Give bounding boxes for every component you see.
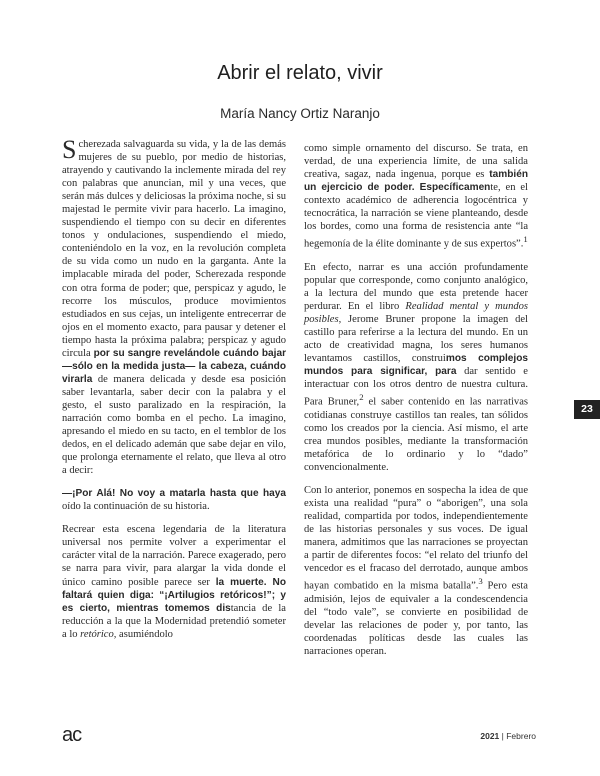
text-run: asumiéndolo [116, 628, 173, 640]
footnote-ref: 3 [478, 576, 483, 587]
paragraph [304, 484, 528, 658]
footer-month: Febrero [506, 731, 536, 741]
page-number-tab: 23 [574, 400, 600, 419]
bold-text-run: por su sangre revelándole cuándo bajar —sólo en la medida justa— la cabeza, cuándo virarla [62, 347, 286, 385]
text-run: Jerome Bruner propone la imagen del castillo para referirse a la lectura del mundo. En un acto de creatividad magna, los seres humanos levantamos castillos, construi [304, 314, 528, 365]
journal-logo: ac [62, 724, 82, 746]
bold-text-run: también un ejercicio de poder. Específicamen [304, 169, 528, 194]
italic-text-run: retórico, [80, 628, 117, 640]
footer-issue [480, 731, 536, 741]
text-run: cherezada salvaguarda su vida, y la de las demás mujeres de su pueblo, por medio de historias, atrayendo y cautivando la inclemente mirada del rey con palabras que anuncian, mil y una veces, que serán más dulces y deliciosas la próxima noche, si su majestad le permite vivir para hacerlo. La imagino, suspendiendo el tiempo con su decir en diferentes tonos y ondulaciones, suspendiendo el miedo, conteniéndolo en la voz, en la revolución completa de su vida como un nudo en la garganta. Ante la implacable mirada del poder, Scherezada responde con otra forma de poder; que, perspicaz y agudo, le recorre los músculos, produce movimientos estudiados en sus cejas, un inteligente entrecerrar de ojos en el momento exacto, para pausar y detener el tiempo hasta la próxima palabra; perspicaz y agudo circula [62, 139, 286, 359]
paragraph [304, 142, 528, 251]
bold-text-run: —¡Por Alá! No voy a matarla hasta que haya [62, 488, 286, 500]
footnote-ref: 1 [523, 234, 528, 245]
paragraph [62, 135, 286, 477]
text-run: el saber contenido en las narrativas cotidianas construye castillos tan reales, tan sólidos como los creados por la ciencia. Así mismo, el arte crea mundos posibles, mediante la transformación metafórica de lo ordinario y lo “dado” convencionalmente. [304, 396, 528, 474]
bold-text-run: la muerte. No faltará quien diga: “¡Artilugios retóricos!”; y es cierto, mientras tomemos dis [62, 576, 286, 614]
text-run: En efecto, narrar es una acción profundamente popular que corresponde, como conjunto analógico, a la lectura del mundo que esta pretende hacer perdurar. En el libro [304, 261, 528, 313]
text-run: Con lo anterior, ponemos en sospecha la idea de que exista una realidad “pura” o “aborigen”, una sola realidad, compartida por todos, independientemente de las historias personales y sus voces. De igual manera, admitimos que las narraciones se proyectan a partir de diferentes focos: “el relato del triunfo del vencedor es el fracaso del derrotado, aunque ambos hayan combatido en la misma batalla”. [304, 485, 528, 592]
text-run: Pero esta admisión, lejos de equivaler a la condescendencia del “todo vale”, se convierte en posibilidad de develar las relaciones de poder y, por tanto, las coordenadas políticas desde las cuales las narraciones operan. [304, 581, 528, 658]
drop-cap: S [62, 135, 77, 164]
article-author: María Nancy Ortiz Naranjo [220, 106, 380, 121]
text-run: te, en el contexto académico de adherencia logocéntrica y tecnocrática, la narración se viene planteando, desde los bordes, como una forma de resistencia ante “la hegemonía de la élite dominante y de sus expertos”. [304, 182, 528, 250]
text-run: dar sentido e interactuar con los otros dentro de nuestra cultura. Para Bruner, [304, 366, 528, 408]
footnote-ref: 2 [359, 392, 364, 403]
right-column [304, 142, 528, 668]
paragraph [62, 523, 286, 640]
text-run: tancia de la reducción a la que la Modernidad pretendió someter a lo [62, 602, 286, 640]
text-run: Recrear esta escena legendaria de la literatura universal nos permite volver a experimentar el carácter vital de la narración. Parece exagerado, pero se narra para vivir, para alargar la vida donde el único camino posible parece ser [62, 524, 286, 588]
paragraph [304, 261, 528, 474]
italic-text-run: Realidad mental y mundos posibles, [304, 301, 528, 326]
bold-text-run: mos complejos mundos para significar, para [304, 353, 528, 378]
paragraph [62, 487, 286, 513]
left-column [62, 135, 286, 651]
article-title: Abrir el relato, vivir [217, 62, 383, 84]
footer-year: 2021 [480, 731, 500, 741]
footer-separator: | [499, 731, 507, 741]
text-run: oído la continuación de su historia. [62, 501, 210, 513]
text-run: de manera delicada y desde esa posición saber levantarla, saber decir con la palabra y el gesto, el susto paralizado en la respiración, la narración como bomba en el pecho. La imagino, apresando el miedo en su tacto, en el temblor de los dedos, en el delicado ademán que sabe dejar en vilo, que prolonga eternamente el relato, que lleva al otro a decir: [62, 373, 286, 477]
text-run: como simple ornamento del discurso. Se trata, en verdad, de una experiencia límite, de una salida creativa, sagaz, nada ingenua, porque es [304, 143, 528, 181]
